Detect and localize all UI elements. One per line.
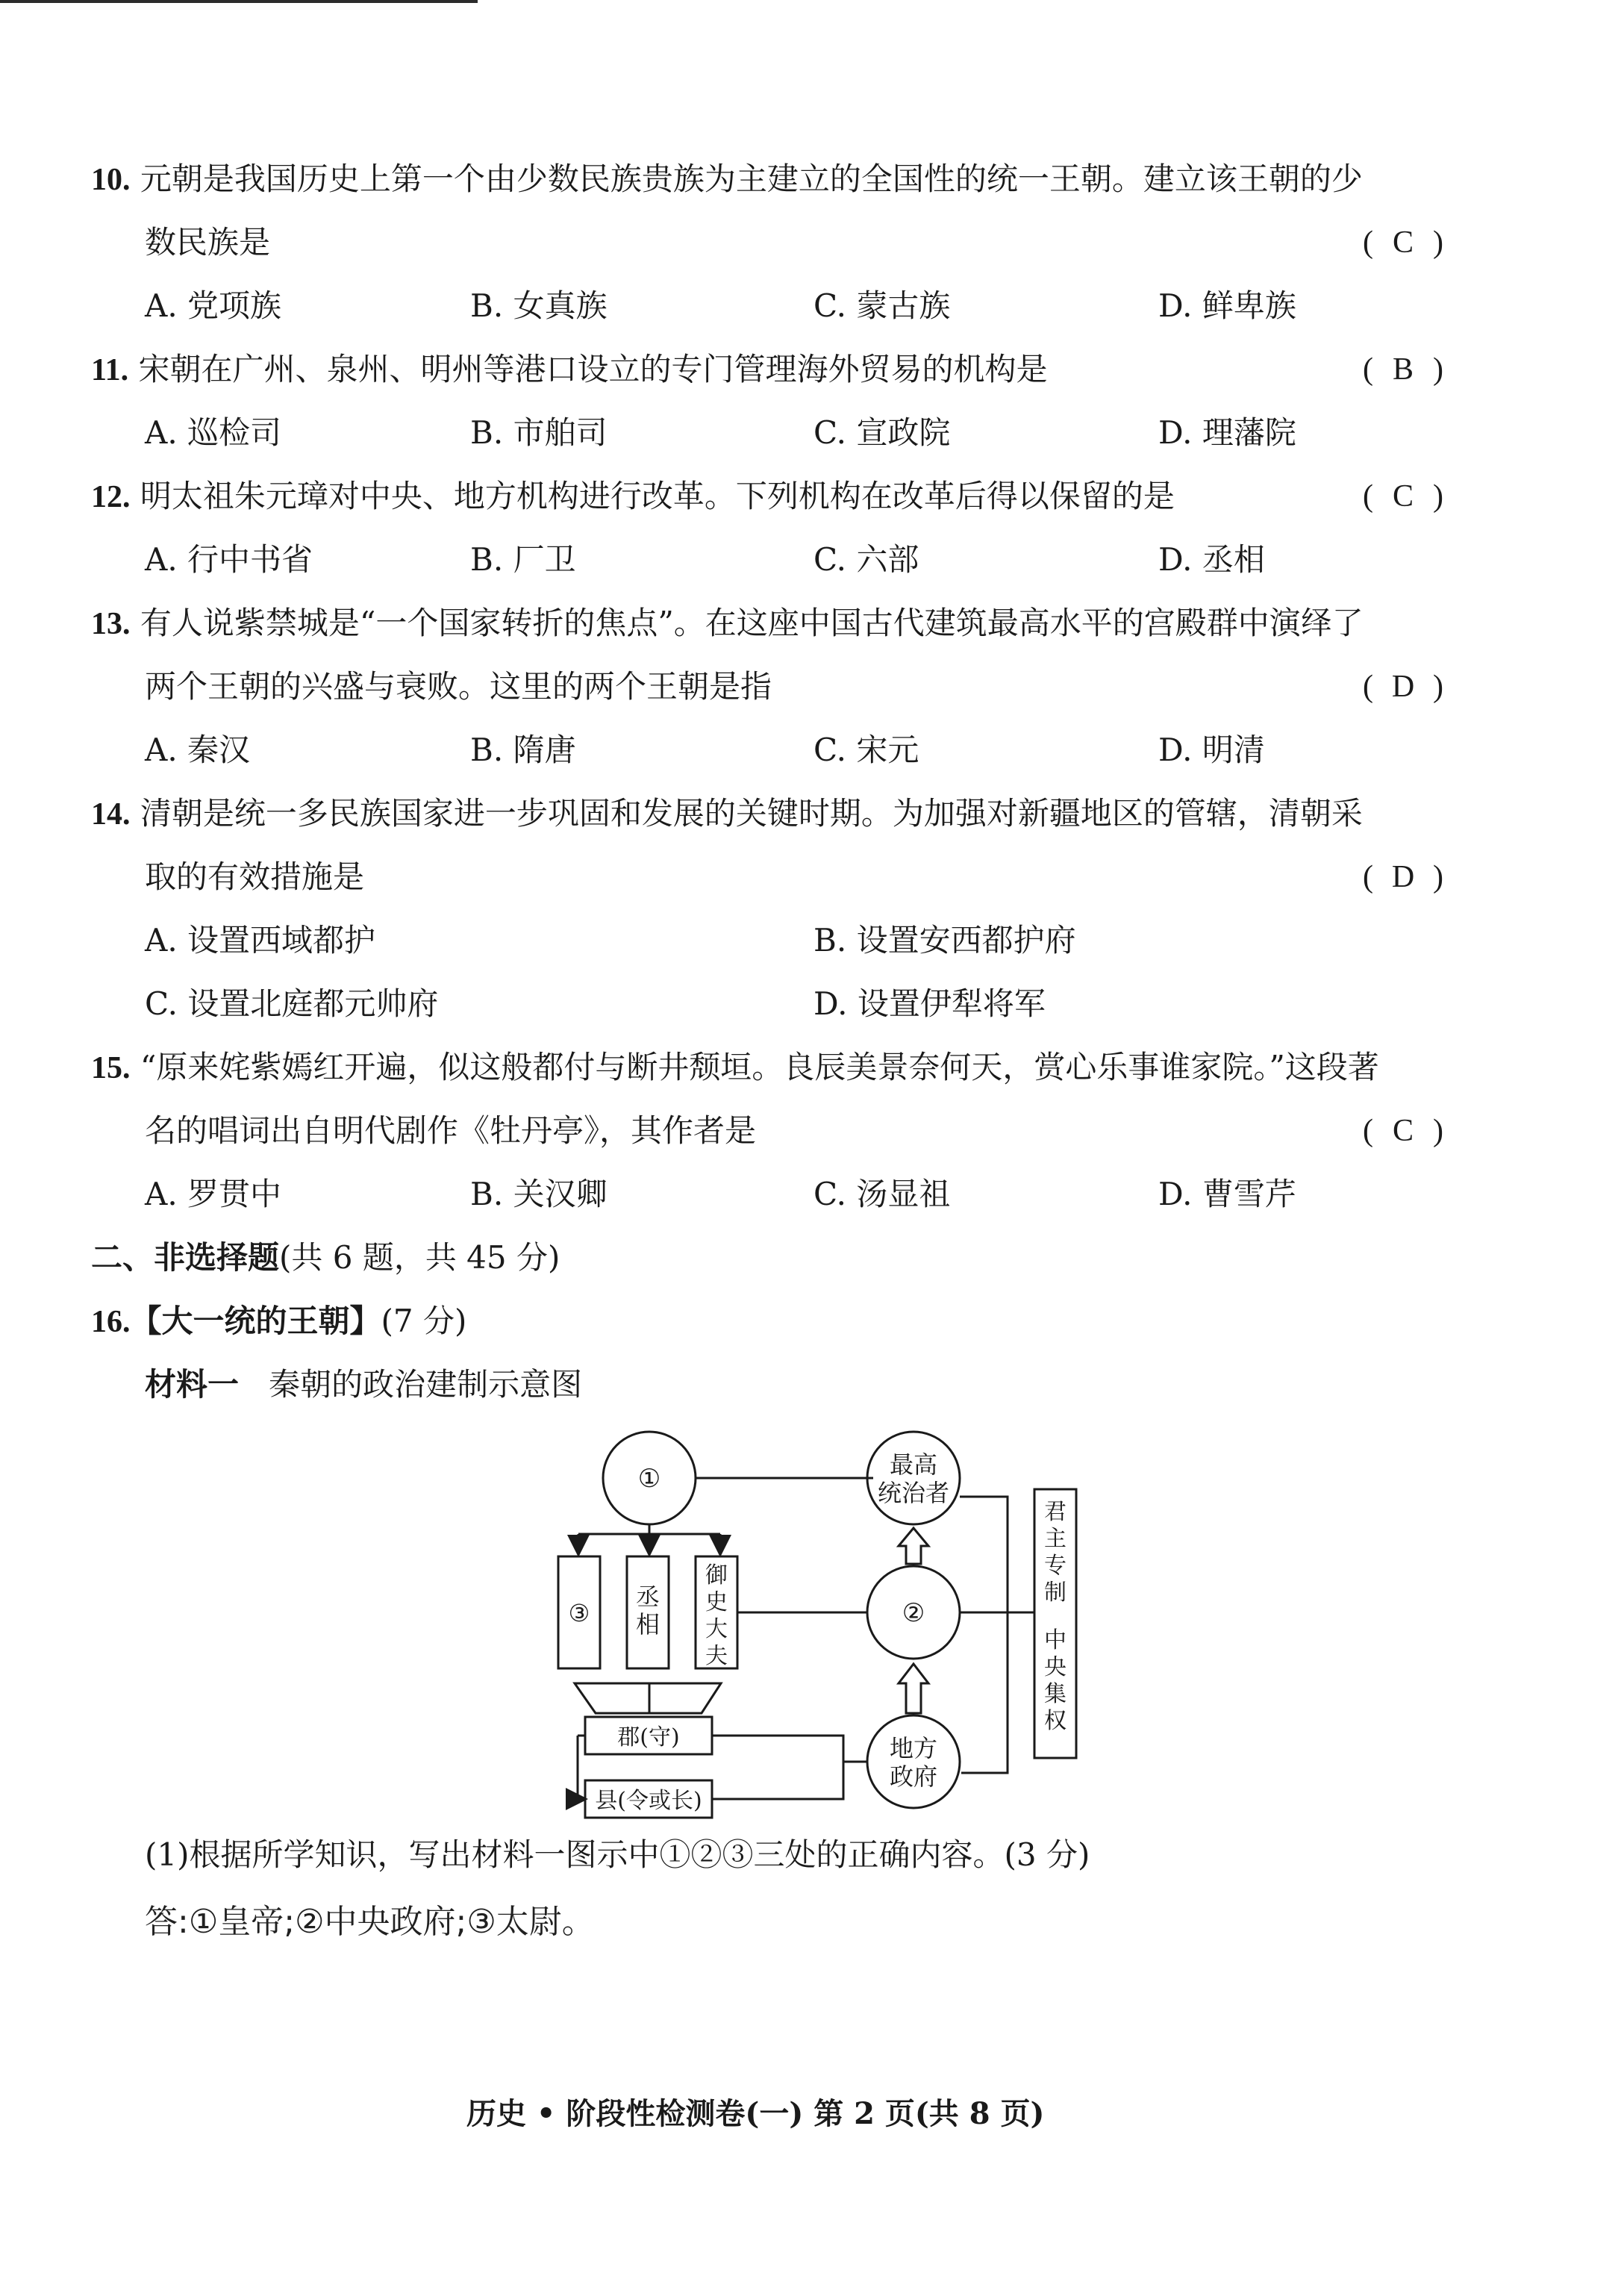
label-censor: 夫	[705, 1643, 728, 1669]
label-side: 中	[1044, 1627, 1066, 1653]
option-10-d: D. 鲜卑族	[1158, 287, 1296, 324]
label-censor: 御	[705, 1562, 728, 1589]
connector-line	[960, 1497, 1008, 1773]
label-county: 县(令或长)	[595, 1788, 702, 1814]
option-11-d: D. 理藩院	[1158, 414, 1296, 451]
option-15-b: B. 关汉卿	[470, 1176, 608, 1212]
label-censor: 史	[705, 1589, 728, 1615]
section-2-heading: 二、非选择题(共 6 题，共 45 分)	[91, 1239, 560, 1276]
label-censor: 大	[705, 1616, 728, 1642]
option-15-c: C. 汤显祖	[813, 1176, 951, 1212]
answer-15: ( C )	[1363, 1114, 1443, 1148]
label-side: 集	[1044, 1681, 1066, 1707]
option-12-c: C. 六部	[813, 541, 919, 578]
label-side: 央	[1044, 1654, 1066, 1680]
label-side: 君	[1044, 1499, 1066, 1525]
answer-13: ( D )	[1363, 670, 1443, 704]
handwritten-answer-1: 答:①皇帝;②中央政府;③太尉。	[145, 1903, 595, 1941]
question-12-line1: 12. 明太祖朱元璋对中央、地方机构进行改革。下列机构在改革后得以保留的是	[91, 478, 1175, 514]
answer-14: ( D )	[1363, 860, 1443, 894]
option-11-c: C. 宣政院	[813, 414, 951, 451]
option-12-d: D. 丞相	[1158, 541, 1265, 578]
option-15-a: A. 罗贯中	[145, 1176, 282, 1212]
hollow-arrow-up	[899, 1528, 928, 1564]
funnel-arrow	[575, 1683, 721, 1713]
label-chancellor: 相	[635, 1610, 660, 1639]
option-12-a: A. 行中书省	[145, 541, 313, 578]
label-chancellor: 丞	[635, 1583, 660, 1611]
option-13-a: A. 秦汉	[145, 732, 251, 768]
question-14-line2: 取的有效措施是	[145, 858, 365, 895]
sub-question-1: (1)根据所学知识，写出材料一图示中①②③三处的正确内容。(3 分)	[145, 1836, 1090, 1873]
question-10-line2: 数民族是	[145, 224, 271, 261]
option-14-d: D. 设置伊犁将军	[813, 985, 1046, 1022]
question-15-line1: 15. “原来姹紫嫣红开遍，似这般都付与断井颓垣。良辰美景奈何天，赏心乐事谁家院。”这段著	[91, 1049, 1379, 1085]
option-13-b: B. 隋唐	[470, 732, 576, 768]
label-circle-1: ①	[637, 1464, 661, 1494]
option-14-b: B. 设置安西都护府	[813, 922, 1076, 958]
answer-11: ( B )	[1363, 352, 1443, 387]
material-1-title: 材料一 秦朝的政治建制示意图	[145, 1366, 583, 1403]
option-11-a: A. 巡检司	[145, 414, 282, 451]
option-14-c: C. 设置北庭都元帅府	[145, 985, 439, 1022]
label-commandery: 郡(守)	[617, 1724, 680, 1751]
option-15-d: D. 曹雪芹	[1158, 1176, 1296, 1212]
question-10-line1: 10. 元朝是我国历史上第一个由少数民族贵族为主建立的全国性的统一王朝。建立该王朝的少	[91, 160, 1363, 197]
qin-political-system-diagram	[552, 1415, 1119, 1833]
answer-10: ( C )	[1363, 225, 1443, 260]
label-circle-2: ②	[902, 1598, 925, 1628]
connector-line	[712, 1736, 867, 1762]
label-supreme-ruler: 最高	[889, 1450, 938, 1479]
option-12-b: B. 厂卫	[470, 541, 576, 578]
label-side: 专	[1044, 1553, 1066, 1579]
option-14-a: A. 设置西域都护	[145, 922, 376, 958]
question-13-line1: 13. 有人说紫禁城是“一个国家转折的焦点”。在这座中国古代建筑最高水平的宫殿群中演绎了	[91, 605, 1364, 641]
label-local-government: 政府	[889, 1762, 938, 1791]
option-10-a: A. 党项族	[145, 287, 282, 324]
hollow-arrow-up	[899, 1664, 928, 1713]
label-supreme-ruler: 统治者	[877, 1479, 950, 1507]
question-15-line2: 名的唱词出自明代剧作《牡丹亭》，其作者是	[145, 1112, 757, 1149]
connector-line	[712, 1762, 843, 1799]
page-edge-line	[0, 0, 478, 3]
option-10-b: B. 女真族	[470, 287, 608, 324]
option-11-b: B. 市舶司	[470, 414, 608, 451]
page-footer: 历史 • 阶段性检测卷(一) 第 2 页(共 8 页)	[466, 2096, 1045, 2131]
label-side: 主	[1044, 1526, 1066, 1552]
label-box-3: ③	[568, 1599, 590, 1627]
question-16-heading: 16.【大一统的王朝】(7 分)	[91, 1303, 467, 1339]
option-13-d: D. 明清	[1158, 732, 1265, 768]
label-local-government: 地方	[889, 1734, 938, 1762]
question-13-line2: 两个王朝的兴盛与衰败。这里的两个王朝是指	[145, 668, 772, 705]
question-14-line1: 14. 清朝是统一多民族国家进一步巩固和发展的关键时期。为加强对新疆地区的管辖，清朝采	[91, 795, 1363, 832]
label-side: 权	[1044, 1708, 1066, 1734]
label-side: 制	[1044, 1580, 1066, 1606]
option-13-c: C. 宋元	[813, 732, 919, 768]
question-11-line1: 11. 宋朝在广州、泉州、明州等港口设立的专门管理海外贸易的机构是	[91, 351, 1048, 387]
option-10-c: C. 蒙古族	[813, 287, 951, 324]
answer-12: ( C )	[1363, 479, 1443, 514]
